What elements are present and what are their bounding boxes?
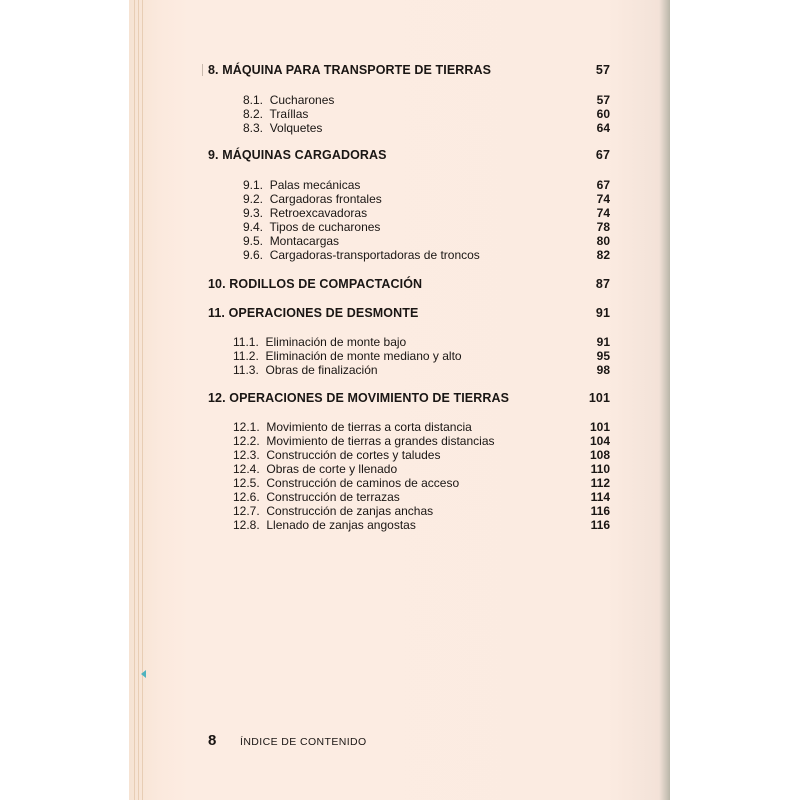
chapter-title: RODILLOS DE COMPACTACIÓN <box>229 277 423 291</box>
chapter-page: 57 <box>595 63 610 77</box>
section-title: Construcción de caminos de acceso <box>266 476 460 490</box>
toc-section[interactable] <box>243 192 610 206</box>
section-number: 9.5. <box>243 234 264 248</box>
chapter-page: 101 <box>588 391 610 405</box>
section-number: 8.1. <box>243 93 264 107</box>
section-page: 57 <box>596 93 610 107</box>
section-title: Construcción de zanjas anchas <box>266 504 434 518</box>
bookmark-tab-icon <box>141 670 146 678</box>
margin-mark <box>202 64 203 76</box>
chapter-number: 9. <box>208 148 219 162</box>
chapter-page: 67 <box>595 148 610 162</box>
toc-section[interactable] <box>243 206 610 220</box>
section-number: 12.7. <box>233 504 260 518</box>
section-number: 9.3. <box>243 206 264 220</box>
section-page: 64 <box>596 121 610 135</box>
chapter-title: OPERACIONES DE MOVIMIENTO DE TIERRAS <box>229 391 510 405</box>
section-number: 12.5. <box>233 476 260 490</box>
chapter-number: 10. <box>208 277 226 291</box>
section-number: 12.2. <box>233 434 260 448</box>
section-number: 11.2. <box>233 349 259 363</box>
page-edge-line <box>142 0 143 800</box>
section-page: 116 <box>590 504 610 518</box>
section-title: Cargadoras frontales <box>269 192 382 206</box>
section-title: Palas mecánicas <box>269 178 361 192</box>
section-number: 11.3. <box>233 363 259 377</box>
section-page: 110 <box>590 462 610 476</box>
section-number: 11.1. <box>233 335 259 349</box>
page-number: 8 <box>208 732 217 749</box>
section-page: 74 <box>596 192 610 206</box>
section-page: 67 <box>596 178 610 192</box>
chapter-number: 8. <box>208 63 219 77</box>
page-footer <box>208 732 367 749</box>
toc-chapter[interactable] <box>208 63 610 77</box>
chapter-title: MÁQUINA PARA TRANSPORTE DE TIERRAS <box>222 63 492 77</box>
toc-section[interactable] <box>243 220 610 234</box>
section-page: 114 <box>590 490 610 504</box>
section-title: Eliminación de monte bajo <box>265 335 407 349</box>
toc-section[interactable] <box>233 476 610 490</box>
section-title: Montacargas <box>269 234 340 248</box>
section-title: Movimiento de tierras a corta distancia <box>266 420 472 434</box>
section-page: 78 <box>596 220 610 234</box>
chapter-title: OPERACIONES DE DESMONTE <box>228 306 419 320</box>
chapter-title: MÁQUINAS CARGADORAS <box>222 148 387 162</box>
section-title: Cargadoras-transportadoras de troncos <box>269 248 480 262</box>
section-title: Retroexcavadoras <box>269 206 368 220</box>
chapter-page: 87 <box>595 277 610 291</box>
toc-section[interactable] <box>233 462 610 476</box>
toc-section[interactable] <box>233 518 610 532</box>
section-title: Cucharones <box>269 93 335 107</box>
section-number: 8.3. <box>243 121 264 135</box>
section-page: 104 <box>589 434 610 448</box>
toc-section[interactable] <box>243 93 610 107</box>
toc-section[interactable] <box>233 434 610 448</box>
toc-section[interactable] <box>233 363 610 377</box>
toc-section[interactable] <box>243 248 610 262</box>
section-title: Obras de finalización <box>265 363 378 377</box>
toc-section[interactable] <box>233 490 610 504</box>
section-page: 80 <box>596 234 610 248</box>
chapter-page: 91 <box>595 306 610 320</box>
section-title: Eliminación de monte mediano y alto <box>265 349 462 363</box>
section-title: Traíllas <box>269 107 309 121</box>
toc-chapter[interactable] <box>208 391 610 405</box>
section-title: Movimiento de tierras a grandes distancias <box>266 434 495 448</box>
toc-section[interactable] <box>233 420 610 434</box>
section-number: 9.1. <box>243 178 264 192</box>
section-number: 12.6. <box>233 490 260 504</box>
section-number: 12.4. <box>233 462 260 476</box>
section-number: 9.2. <box>243 192 264 206</box>
toc-section[interactable] <box>233 504 610 518</box>
toc-section[interactable] <box>243 121 610 135</box>
section-title: Construcción de terrazas <box>266 490 400 504</box>
section-title: Tipos de cucharones <box>269 220 381 234</box>
toc-section[interactable] <box>243 178 610 192</box>
toc-chapter[interactable] <box>208 306 610 320</box>
section-page: 91 <box>596 335 610 349</box>
section-number: 12.3. <box>233 448 260 462</box>
section-number: 8.2. <box>243 107 264 121</box>
section-number: 12.1. <box>233 420 260 434</box>
section-page: 82 <box>596 248 610 262</box>
section-number: 9.4. <box>243 220 264 234</box>
section-number: 12.8. <box>233 518 260 532</box>
running-title: ÍNDICE DE CONTENIDO <box>240 736 367 748</box>
section-title: Obras de corte y llenado <box>266 462 398 476</box>
section-page: 116 <box>590 518 610 532</box>
chapter-number: 12. <box>208 391 226 405</box>
section-title: Llenado de zanjas angostas <box>266 518 416 532</box>
toc-chapter[interactable] <box>208 277 610 291</box>
toc-section[interactable] <box>233 448 610 462</box>
section-page: 95 <box>596 349 610 363</box>
toc-section[interactable] <box>233 349 610 363</box>
section-page: 74 <box>596 206 610 220</box>
toc-section[interactable] <box>243 107 610 121</box>
section-title: Construcción de cortes y taludes <box>266 448 441 462</box>
section-page: 98 <box>596 363 610 377</box>
chapter-number: 11. <box>208 306 225 320</box>
section-number: 9.6. <box>243 248 264 262</box>
page-edge-line <box>138 0 139 800</box>
section-page: 101 <box>589 420 610 434</box>
toc-section[interactable] <box>233 335 610 349</box>
section-title: Volquetes <box>269 121 323 135</box>
toc-section[interactable] <box>243 234 610 248</box>
page-edge-line <box>134 0 135 800</box>
section-page: 112 <box>590 476 610 490</box>
section-page: 60 <box>596 107 610 121</box>
section-page: 108 <box>589 448 610 462</box>
toc-chapter[interactable] <box>208 148 610 162</box>
